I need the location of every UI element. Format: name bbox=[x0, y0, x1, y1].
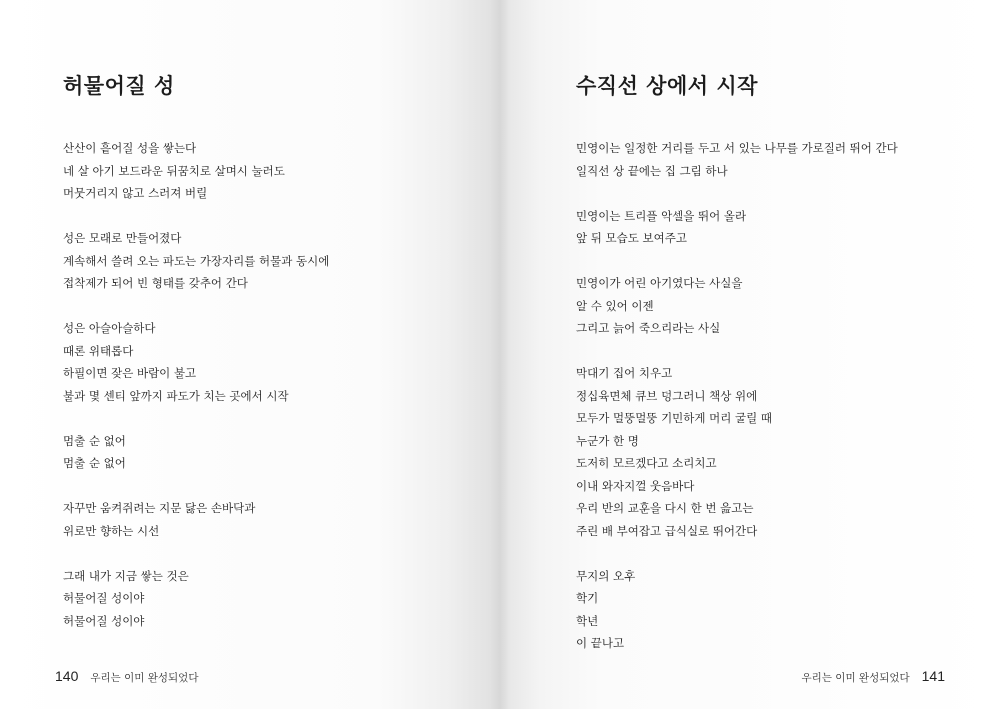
poem-line: 허물어질 성이야 bbox=[63, 591, 145, 605]
poem-line: 이 끝나고 bbox=[576, 636, 625, 650]
poem-line: 알 수 있어 이젠 bbox=[576, 298, 654, 313]
poem-line: 이내 와자지껄 웃음바다 bbox=[576, 478, 695, 493]
page-number: 140 bbox=[55, 668, 79, 684]
stanza-break bbox=[576, 253, 898, 276]
poem-line: 막대기 집어 치우고 bbox=[576, 366, 673, 380]
poem-line: 일직선 상 끝에는 집 그림 하나 bbox=[576, 163, 728, 178]
poem-line: 학년 bbox=[576, 613, 599, 628]
poem-line: 위로만 향하는 시선 bbox=[63, 523, 160, 538]
poem-line: 네 살 아기 보드라운 뒤꿈치로 살며시 눌러도 bbox=[63, 163, 285, 178]
page-footer bbox=[55, 668, 198, 685]
poem-body bbox=[576, 140, 898, 658]
stanza-break bbox=[576, 185, 898, 208]
poem-line: 계속해서 쓸려 오는 파도는 가장자리를 허물과 동시에 bbox=[63, 253, 330, 268]
stanza-break bbox=[63, 208, 329, 231]
poem-line: 정십육면체 큐브 덩그러니 책상 위에 bbox=[576, 388, 758, 403]
poem-line: 허물어질 성이야 bbox=[63, 613, 145, 628]
poem-line: 성은 모래로 만들어졌다 bbox=[63, 231, 182, 245]
poem-line: 멈출 순 없어 bbox=[63, 433, 126, 448]
poem-title: 허물어질 성 bbox=[63, 73, 175, 98]
poem-line: 무지의 오후 bbox=[576, 568, 636, 583]
poem-line: 자꾸만 움켜쥐려는 지문 닳은 손바닥과 bbox=[63, 501, 256, 515]
poem-line: 민영이가 어린 아기였다는 사실을 bbox=[576, 276, 743, 290]
poem-title: 수직선 상에서 시작 bbox=[576, 73, 758, 98]
poem-line: 누군가 한 명 bbox=[576, 433, 639, 448]
poem-line: 성은 아슬아슬하다 bbox=[63, 321, 156, 335]
stanza-break bbox=[63, 298, 329, 321]
poem-line: 머뭇거리지 않고 스러져 버릴 bbox=[63, 186, 208, 200]
poem-line: 하필이면 잦은 바람이 불고 bbox=[63, 366, 197, 380]
poem-line: 우리 반의 교훈을 다시 한 번 읊고는 bbox=[576, 501, 754, 515]
poem-line: 앞 뒤 모습도 보여주고 bbox=[576, 231, 687, 245]
poem-line: 그래 내가 지금 쌓는 것은 bbox=[63, 568, 189, 583]
poem-line: 학기 bbox=[576, 591, 599, 605]
poem-line: 접착제가 되어 빈 형태를 갖추어 간다 bbox=[63, 276, 248, 290]
running-footer-title: 우리는 이미 완성되었다 bbox=[90, 672, 199, 684]
right-page bbox=[500, 0, 1000, 709]
poem-line: 멈출 순 없어 bbox=[63, 456, 126, 470]
page-number: 141 bbox=[921, 668, 945, 684]
stanza-break bbox=[576, 545, 898, 568]
poem-line: 불과 몇 센티 앞까지 파도가 치는 곳에서 시작 bbox=[63, 388, 289, 403]
poem-line: 주린 배 부여잡고 급식실로 뛰어간다 bbox=[576, 523, 758, 538]
poem-line: 그리고 늙어 죽으리라는 사실 bbox=[576, 321, 721, 335]
poem-line: 민영이는 일정한 거리를 두고 서 있는 나무를 가로질러 뛰어 간다 bbox=[576, 141, 898, 155]
poem-line: 민영이는 트리플 악셀을 뛰어 올라 bbox=[576, 208, 747, 223]
poem-line: 산산이 흩어질 성을 쌓는다 bbox=[63, 141, 197, 155]
poem-line: 도저히 모르겠다고 소리치고 bbox=[576, 456, 717, 470]
page-footer bbox=[802, 668, 945, 685]
running-footer-title: 우리는 이미 완성되었다 bbox=[801, 672, 910, 684]
stanza-break bbox=[63, 478, 329, 501]
poem-body bbox=[63, 140, 329, 635]
stanza-break bbox=[576, 343, 898, 366]
stanza-break bbox=[63, 410, 329, 433]
poem-line: 때론 위태롭다 bbox=[63, 343, 134, 358]
stanza-break bbox=[63, 545, 329, 568]
poem-line: 모두가 멀뚱멀뚱 기민하게 머리 굴릴 때 bbox=[576, 411, 773, 425]
